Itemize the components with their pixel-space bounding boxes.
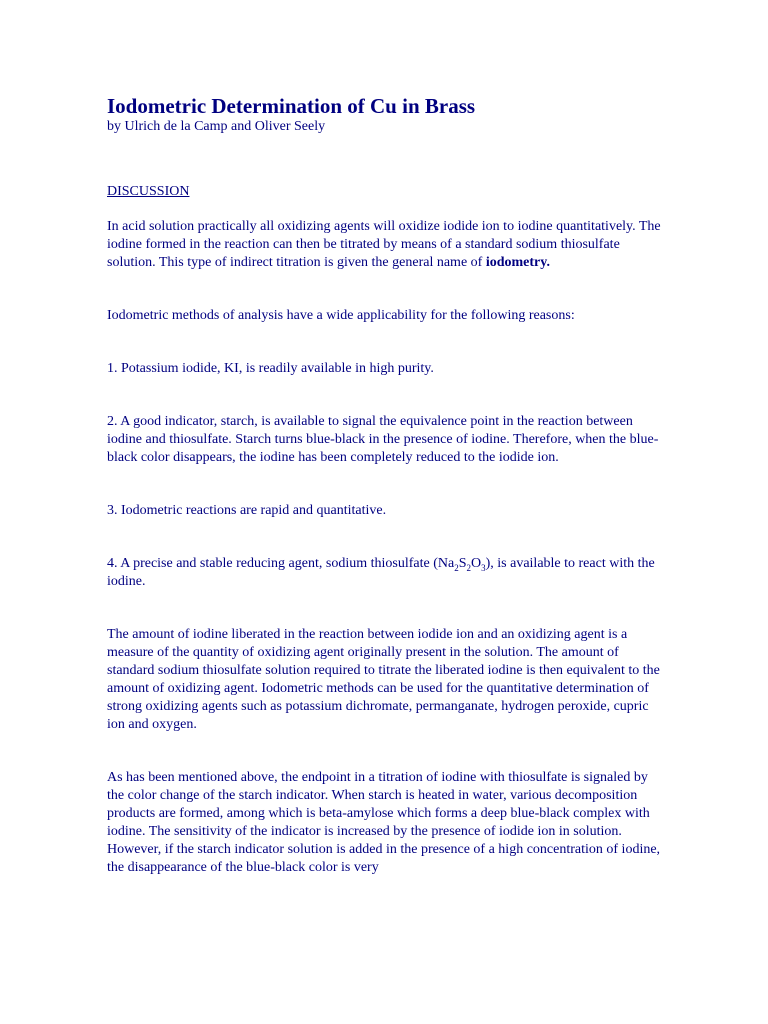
formula-sub-2a: 2 — [454, 562, 459, 573]
reason-item-4-text-before: 4. A precise and stable reducing agent, sodium thiosulfate ( — [107, 556, 438, 571]
reason-item-1: 1. Potassium iodide, KI, is readily available in high purity. — [107, 361, 434, 376]
section-heading-discussion: DISCUSSION — [107, 184, 190, 199]
document-byline: by Ulrich de la Camp and Oliver Seely — [107, 119, 326, 134]
formula-sub-3: 3 — [481, 562, 486, 573]
paragraph-applicability: Iodometric methods of analysis have a wide applicability for the following reasons: — [107, 308, 575, 323]
reason-item-4-text-after: ), is available to react with the iodine. — [107, 556, 655, 589]
formula-s: S — [458, 556, 467, 571]
paragraph-iodine-liberated: The amount of iodine liberated in the reaction between iodide ion and an oxidizing agent is a measure of the quantity of oxidizing agent originally present in the solution. The amount of standard sodium thiosulfate solution required to titrate the liberated iodine is then equivalent to the amount of oxidizing agent. Iodometric methods can be used for the quantitative determination of strong oxidizing agents such as potassium dichromate, permanganate, hydrogen peroxide, cupric ion and oxygen. — [107, 627, 660, 732]
document-content — [107, 94, 663, 877]
reason-item-4 — [107, 555, 663, 591]
reason-item-2: 2. A good indicator, starch, is available to signal the equivalence point in the reaction between iodine and thiosulfate. Starch turns blue-black in the presence of iodine. Therefore, when the blue-black color disappears, the iodine has been completely reduced to the iodide ion. — [107, 414, 659, 465]
document-title: Iodometric Determination of Cu in Brass — [107, 94, 476, 118]
paragraph-intro — [107, 218, 663, 272]
formula-na: Na — [437, 556, 455, 571]
formula-sub-2b: 2 — [466, 562, 471, 573]
term-iodometry: iodometry. — [485, 255, 550, 270]
reason-item-3: 3. Iodometric reactions are rapid and quantitative. — [107, 503, 387, 518]
paragraph-endpoint: As has been mentioned above, the endpoint in a titration of iodine with thiosulfate is signaled by the color change of the starch indicator. When starch is heated in water, various decomposition products are formed, among which is beta-amylose which forms a deep blue-black complex with iodine. The sensitivity of the indicator is increased by the presence of iodide ion in solution. However, if the starch indicator solution is added in the presence of a high concentration of iodine, the disappearance of the blue-black color is very — [107, 770, 661, 875]
paragraph-intro-text: In acid solution practically all oxidizing agents will oxidize iodide ion to iodine quantitatively. The iodine formed in the reaction can then be titrated by means of a standard sodium thiosulfate solution. This type of indirect titration is given the general name of — [107, 219, 661, 270]
formula-o: O — [470, 556, 482, 571]
